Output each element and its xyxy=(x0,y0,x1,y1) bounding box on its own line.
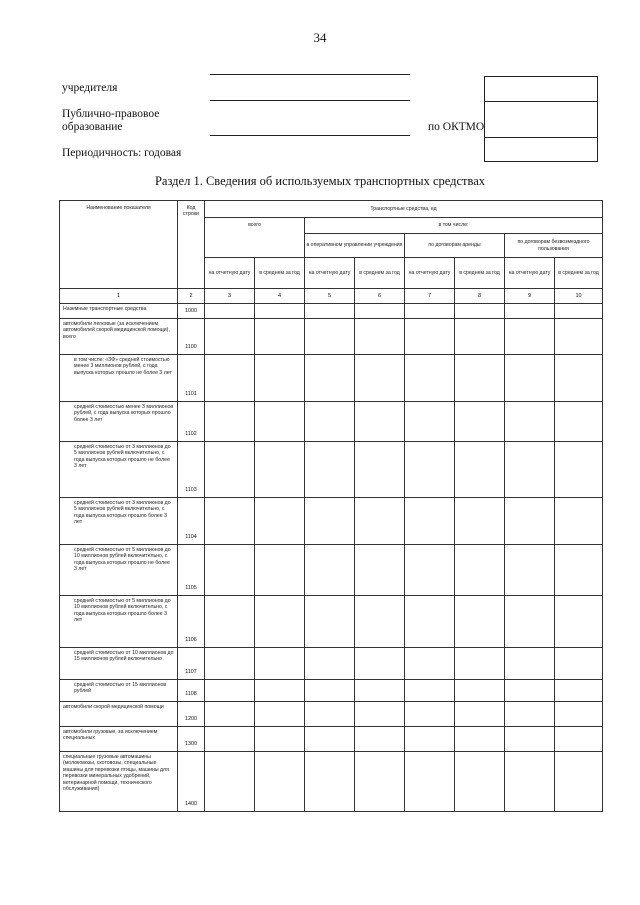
value-cell[interactable] xyxy=(555,319,603,355)
row-code: 1108 xyxy=(178,680,205,702)
table-row xyxy=(60,702,603,727)
value-cell[interactable] xyxy=(305,355,355,402)
value-cell[interactable] xyxy=(405,702,455,727)
value-cell[interactable] xyxy=(555,752,603,812)
value-cell[interactable] xyxy=(305,727,355,752)
column-number: 3 xyxy=(205,289,255,304)
value-cell[interactable] xyxy=(505,545,555,596)
value-cell[interactable] xyxy=(555,304,603,319)
value-cell[interactable] xyxy=(405,752,455,812)
value-cell[interactable] xyxy=(455,498,505,545)
header-lease-avg: в среднем за год xyxy=(455,258,505,289)
value-cell[interactable] xyxy=(405,442,455,498)
value-cell[interactable] xyxy=(355,752,405,812)
header-total-at-date: на отчетную дату xyxy=(205,258,255,289)
value-cell[interactable] xyxy=(555,648,603,680)
row-code: 1102 xyxy=(178,402,205,442)
header-free-use-avg: в среднем за год xyxy=(555,258,603,289)
value-cell[interactable] xyxy=(355,304,405,319)
table-row xyxy=(60,304,603,319)
column-number: 6 xyxy=(355,289,405,304)
row-indicator-name: средней стоимостью от 3 миллионов до 5 миллионов рублей включительно, с года выпуска которых прошло не более 3 лет xyxy=(60,442,178,498)
table-row xyxy=(60,727,603,752)
value-cell[interactable] xyxy=(505,752,555,812)
row-code: 1000 xyxy=(178,304,205,319)
oktmo-code-box xyxy=(484,100,598,138)
vehicles-table xyxy=(59,200,603,812)
header-indicator-name: Наименование показателя xyxy=(60,201,178,289)
value-cell[interactable] xyxy=(255,304,305,319)
header-operational: в оперативном управлении учреждения xyxy=(305,234,405,258)
row-code: 1105 xyxy=(178,545,205,596)
value-cell[interactable] xyxy=(305,442,355,498)
value-cell[interactable] xyxy=(205,319,255,355)
value-cell[interactable] xyxy=(305,498,355,545)
value-cell[interactable] xyxy=(405,402,455,442)
row-code: 1106 xyxy=(178,596,205,648)
header-total: всего xyxy=(205,218,305,258)
value-cell[interactable] xyxy=(255,596,305,648)
value-cell[interactable] xyxy=(205,752,255,812)
value-cell[interactable] xyxy=(405,680,455,702)
value-cell[interactable] xyxy=(355,727,405,752)
table-row xyxy=(60,442,603,498)
value-cell[interactable] xyxy=(355,680,405,702)
value-cell[interactable] xyxy=(455,648,505,680)
value-cell[interactable] xyxy=(405,355,455,402)
value-cell[interactable] xyxy=(505,319,555,355)
header-operational-at-date: на отчетную дату xyxy=(305,258,355,289)
value-cell[interactable] xyxy=(505,304,555,319)
value-cell[interactable] xyxy=(255,545,305,596)
value-cell[interactable] xyxy=(305,648,355,680)
value-cell[interactable] xyxy=(205,680,255,702)
value-cell[interactable] xyxy=(455,596,505,648)
column-number: 2 xyxy=(178,289,205,304)
column-number: 10 xyxy=(555,289,603,304)
value-cell[interactable] xyxy=(305,545,355,596)
header-free-use-at-date: на отчетную дату xyxy=(505,258,555,289)
value-cell[interactable] xyxy=(555,402,603,442)
header-free-use: по договорам безвозмездного пользования xyxy=(505,234,603,258)
row-indicator-name: средней стоимостью от 3 миллионов до 5 миллионов рублей включительно, с года выпуска которых прошло более 3 лет xyxy=(60,498,178,545)
row-indicator-name: средней стоимостью от 15 миллионов рублей xyxy=(60,680,178,702)
value-cell[interactable] xyxy=(305,596,355,648)
column-number: 9 xyxy=(505,289,555,304)
value-cell[interactable] xyxy=(255,319,305,355)
value-cell[interactable] xyxy=(255,752,305,812)
header-total-avg: в среднем за год xyxy=(255,258,305,289)
row-indicator-name: Наземные транспортные средства xyxy=(60,304,178,319)
header-lease: по договорам аренды xyxy=(405,234,505,258)
value-cell[interactable] xyxy=(455,319,505,355)
value-cell[interactable] xyxy=(255,727,305,752)
header-including: в том числе: xyxy=(305,218,603,234)
value-cell[interactable] xyxy=(205,355,255,402)
column-number: 8 xyxy=(455,289,505,304)
code-box-3 xyxy=(484,137,598,162)
header-operational-avg: в среднем за год xyxy=(355,258,405,289)
header-vehicles: Транспортные средства, ед xyxy=(205,201,603,218)
value-cell[interactable] xyxy=(355,498,405,545)
code-box-1 xyxy=(484,76,598,102)
value-cell[interactable] xyxy=(355,702,405,727)
value-cell[interactable] xyxy=(255,402,305,442)
value-cell[interactable] xyxy=(405,648,455,680)
column-number: 5 xyxy=(305,289,355,304)
column-number: 7 xyxy=(405,289,455,304)
founder-name-line xyxy=(210,100,410,101)
row-code: 1400 xyxy=(178,752,205,812)
value-cell[interactable] xyxy=(455,702,505,727)
row-code: 1104 xyxy=(178,498,205,545)
value-cell[interactable] xyxy=(255,498,305,545)
value-cell[interactable] xyxy=(305,304,355,319)
column-number: 4 xyxy=(255,289,305,304)
value-cell[interactable] xyxy=(455,680,505,702)
row-indicator-name: автомобили скорой медицинской помощи xyxy=(60,702,178,727)
value-cell[interactable] xyxy=(305,402,355,442)
value-cell[interactable] xyxy=(205,442,255,498)
value-cell[interactable] xyxy=(455,355,505,402)
table-row xyxy=(60,752,603,812)
value-cell[interactable] xyxy=(505,402,555,442)
value-cell[interactable] xyxy=(555,702,603,727)
value-cell[interactable] xyxy=(405,319,455,355)
value-cell[interactable] xyxy=(305,319,355,355)
table-row xyxy=(60,596,603,648)
value-cell[interactable] xyxy=(355,545,405,596)
table-row xyxy=(60,355,603,402)
section-title: Раздел 1. Сведения об используемых транспортных средствах xyxy=(154,174,486,188)
value-cell[interactable] xyxy=(305,752,355,812)
value-cell[interactable] xyxy=(205,648,255,680)
oktmo-label: по ОКТМО xyxy=(428,121,485,133)
row-code: 1300 xyxy=(178,727,205,752)
value-cell[interactable] xyxy=(355,442,405,498)
founder-name-line-upper xyxy=(210,74,410,75)
row-code: 1103 xyxy=(178,442,205,498)
period-label: Периодичность: годовая xyxy=(62,147,182,159)
value-cell[interactable] xyxy=(455,304,505,319)
value-cell[interactable] xyxy=(205,304,255,319)
value-cell[interactable] xyxy=(405,596,455,648)
value-cell[interactable] xyxy=(305,680,355,702)
value-cell[interactable] xyxy=(255,355,305,402)
table-row xyxy=(60,545,603,596)
value-cell[interactable] xyxy=(255,702,305,727)
value-cell[interactable] xyxy=(505,680,555,702)
row-indicator-name: средней стоимостью от 5 миллионов до 10 миллионов рублей включительно, с года выпуска которых прошло более 3 лет xyxy=(60,596,178,648)
value-cell[interactable] xyxy=(355,402,405,442)
value-cell[interactable] xyxy=(505,727,555,752)
value-cell[interactable] xyxy=(355,648,405,680)
table-row xyxy=(60,402,603,442)
table-row xyxy=(60,680,603,702)
value-cell[interactable] xyxy=(555,727,603,752)
value-cell[interactable] xyxy=(555,545,603,596)
row-code: 1101 xyxy=(178,355,205,402)
municipality-name-line xyxy=(210,135,410,136)
table-row xyxy=(60,498,603,545)
row-code: 1100 xyxy=(178,319,205,355)
value-cell[interactable] xyxy=(505,648,555,680)
table-row xyxy=(60,648,603,680)
municipality-label: Публично-правовое образование xyxy=(62,108,160,133)
header-lease-at-date: на отчетную дату xyxy=(405,258,455,289)
row-indicator-name: средней стоимостью менее 3 миллионов рублей, с года выпуска которых прошло более 3 лет xyxy=(60,402,178,442)
table-row xyxy=(60,319,603,355)
row-indicator-name: автомобили грузовые, за исключением специальных xyxy=(60,727,178,752)
row-indicator-name: средней стоимостью от 5 миллионов до 10 миллионов рублей включительно, с года выпуска которых прошло не более 3 лет xyxy=(60,545,178,596)
header-row-code: Код строки xyxy=(178,201,205,289)
row-indicator-name: в том числе: «3Ф» средней стоимостью менее 3 миллионов рублей, с года выпуска которых прошло не более 3 лет xyxy=(60,355,178,402)
value-cell[interactable] xyxy=(405,545,455,596)
row-code: 1200 xyxy=(178,702,205,727)
value-cell[interactable] xyxy=(455,402,505,442)
value-cell[interactable] xyxy=(405,727,455,752)
row-indicator-name: автомобили легковые (за исключением автомобилей скорой медицинской помощи), всего xyxy=(60,319,178,355)
row-indicator-name: средней стоимостью от 10 миллионов до 15 миллионов рублей включительно xyxy=(60,648,178,680)
founder-label: учредителя xyxy=(62,82,118,94)
value-cell[interactable] xyxy=(355,596,405,648)
value-cell[interactable] xyxy=(505,596,555,648)
value-cell[interactable] xyxy=(455,752,505,812)
column-number: 1 xyxy=(60,289,178,304)
value-cell[interactable] xyxy=(405,498,455,545)
value-cell[interactable] xyxy=(555,680,603,702)
value-cell[interactable] xyxy=(255,648,305,680)
value-cell[interactable] xyxy=(355,319,405,355)
value-cell[interactable] xyxy=(205,402,255,442)
value-cell[interactable] xyxy=(255,680,305,702)
value-cell[interactable] xyxy=(455,442,505,498)
value-cell[interactable] xyxy=(205,545,255,596)
value-cell[interactable] xyxy=(255,442,305,498)
page-number: 34 xyxy=(313,30,327,45)
value-cell[interactable] xyxy=(555,498,603,545)
value-cell[interactable] xyxy=(355,355,405,402)
value-cell[interactable] xyxy=(405,304,455,319)
value-cell[interactable] xyxy=(505,702,555,727)
value-cell[interactable] xyxy=(205,727,255,752)
value-cell[interactable] xyxy=(555,442,603,498)
value-cell[interactable] xyxy=(555,596,603,648)
column-number-row xyxy=(60,289,603,304)
value-cell[interactable] xyxy=(305,702,355,727)
value-cell[interactable] xyxy=(505,442,555,498)
value-cell[interactable] xyxy=(505,355,555,402)
value-cell[interactable] xyxy=(205,702,255,727)
value-cell[interactable] xyxy=(455,545,505,596)
row-indicator-name: специальные грузовые автомашины (молоковозы, скотовозы, специальные машины для перевозки птицы, машины для перевозки минеральных удобрений, ветеринарной помощи, технического обслуживания) xyxy=(60,752,178,812)
value-cell[interactable] xyxy=(505,498,555,545)
value-cell[interactable] xyxy=(555,355,603,402)
value-cell[interactable] xyxy=(205,498,255,545)
value-cell[interactable] xyxy=(205,596,255,648)
row-code: 1107 xyxy=(178,648,205,680)
value-cell[interactable] xyxy=(455,727,505,752)
